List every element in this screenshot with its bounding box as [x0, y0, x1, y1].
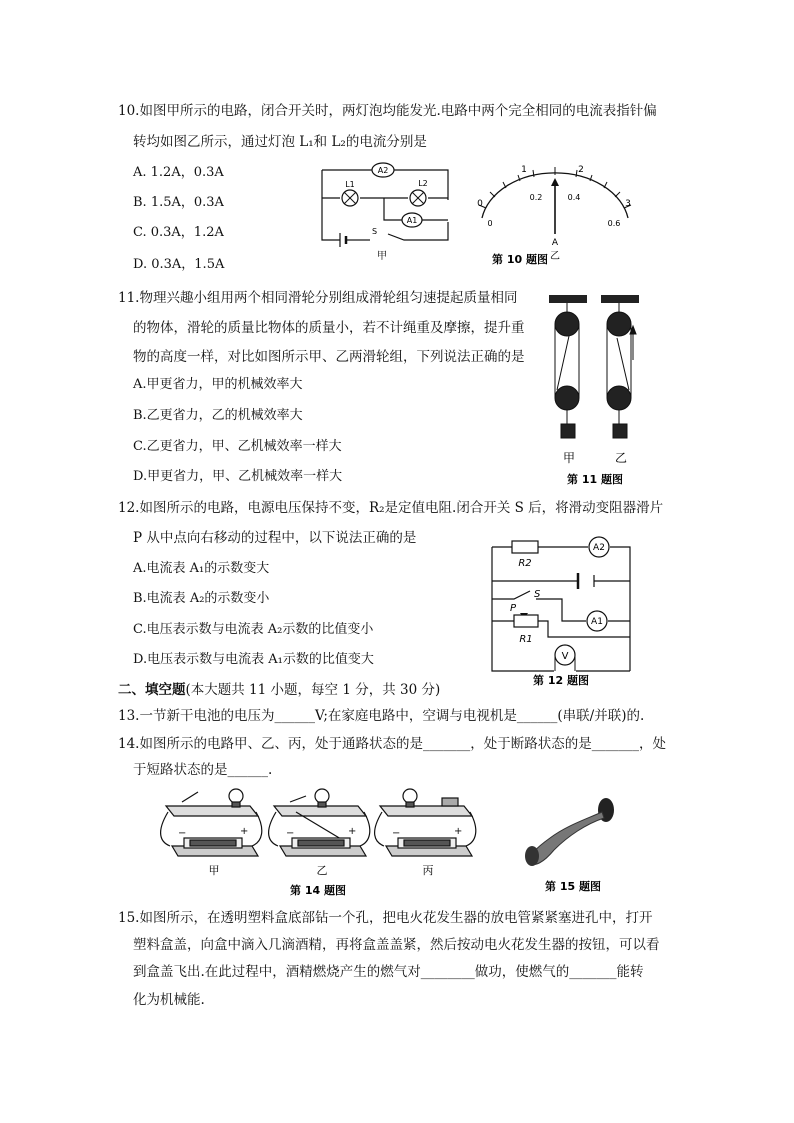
q14-line2: 于短路状态的是______. [133, 762, 273, 778]
q12-slider-label: P [510, 603, 517, 614]
q12-option-c: C.电压表示数与电流表 A₂示数的比值变小 [133, 622, 374, 637]
q10-ammeter-a1 [402, 213, 422, 227]
q14-caption: 第 14 题图 [290, 884, 346, 897]
q11-option-a: A.甲更省力，甲的机械效率大 [133, 377, 303, 392]
svg-text:A2: A2 [593, 543, 605, 553]
svg-text:0: 0 [477, 199, 483, 209]
q12-option-a: A.电流表 A₁的示数变大 [133, 561, 270, 576]
q12-circuit-diagram [482, 535, 640, 687]
svg-text:R1: R1 [519, 634, 533, 645]
svg-text:1: 1 [521, 165, 527, 175]
svg-text:R2: R2 [518, 558, 532, 569]
q10-circuit-diagram [310, 160, 638, 272]
q11-pulley-yi [607, 303, 636, 438]
q11-fig-jia: 甲 [562, 451, 576, 465]
svg-text:L1: L1 [345, 180, 355, 189]
svg-text:+: + [348, 826, 357, 837]
q11-stem-line1: 11.物理兴趣小组用两个相同滑轮分别组成滑轮组匀速提起质量相同 [118, 290, 518, 306]
svg-text:0.2: 0.2 [529, 193, 543, 202]
svg-text:−: − [178, 828, 187, 839]
svg-text:0: 0 [487, 219, 493, 228]
q11-option-b: B.乙更省力，乙的机械效率大 [133, 408, 303, 423]
q14-label-yi: 乙 [316, 864, 328, 877]
q15-caption: 第 15 题图 [545, 880, 601, 893]
svg-text:A: A [551, 238, 559, 248]
q15-line1: 15.如图所示，在透明塑料盒底部钻一个孔，把电火花发生器的放电管紧紧塞进孔中，打开 [118, 910, 653, 926]
q12-rheostat-r1 [514, 615, 538, 645]
section-2-heading [118, 680, 440, 700]
q11-caption: 第 11 题图 [567, 473, 623, 486]
svg-text:0.4: 0.4 [567, 193, 581, 202]
q10-ammeter-dial [477, 165, 631, 262]
q11-pulley-jia [555, 303, 579, 438]
q12-figure [482, 535, 640, 687]
svg-text:−: − [392, 828, 401, 839]
q14-label-bing: 丙 [422, 864, 434, 877]
q12-ammeter-a2 [589, 537, 609, 557]
q12-option-b: B.电流表 A₂的示数变小 [133, 591, 270, 606]
q10-figure [310, 160, 638, 272]
svg-text:A1: A1 [406, 216, 418, 225]
svg-text:2: 2 [578, 165, 584, 175]
q10-ammeter-a2 [372, 163, 394, 177]
svg-text:L2: L2 [418, 179, 428, 188]
section-2-title: 二、填空题 [118, 682, 186, 698]
svg-text:−: − [286, 828, 295, 839]
q12-switch-label: S [534, 589, 541, 600]
section-2-note: (本大题共 11 小题，每空 1 分，共 30 分) [185, 682, 441, 698]
q14-circuits-diagram [158, 782, 478, 900]
q10-stem-line1: 10.如图甲所示的电路，闭合开关时，两灯泡均能发光.电路中两个完全相同的电流表指针偏 [118, 103, 657, 119]
q12-stem-line1: 12.如图所示的电路，电源电压保持不变，R₂是定值电阻.闭合开关 S 后，将滑动变阻器滑片 [118, 500, 664, 516]
q11-fig-yi: 乙 [614, 451, 628, 465]
q11-option-d: D.甲更省力，甲、乙机械效率一样大 [133, 469, 343, 484]
q10-caption: 第 10 题图 [492, 253, 548, 266]
q10-fig-jia: 甲 [377, 251, 387, 262]
q15-line3: 到盒盖飞出.在此过程中，酒精燃烧产生的燃气对________做功，使燃气的_______能转 [133, 964, 644, 980]
q11-figure [545, 290, 645, 492]
svg-text:0.6: 0.6 [607, 219, 621, 228]
svg-text:A1: A1 [591, 617, 603, 627]
q10-lamp-l2 [410, 179, 428, 206]
svg-text:+: + [240, 826, 249, 837]
q10-stem-line2: 转均如图乙所示，通过灯泡 L₁和 L₂的电流分别是 [133, 134, 427, 150]
q11-option-c: C.乙更省力，甲、乙机械效率一样大 [133, 439, 342, 454]
q12-voltmeter [555, 645, 575, 671]
q14-figure [158, 782, 478, 900]
q10-option-d: D. 0.3A，1.5A [133, 257, 225, 272]
svg-text:V: V [561, 651, 569, 662]
q15-figure [514, 790, 632, 898]
q10-lamp-l1 [342, 180, 358, 206]
q10-option-c: C. 0.3A，1.2A [133, 225, 224, 240]
q11-pulley-diagram [545, 290, 645, 492]
svg-text:乙: 乙 [550, 251, 560, 262]
q14-circuit-yi [269, 789, 370, 856]
q11-stem-line2: 的物体，滑轮的质量比物体的质量小，若不计绳重及摩擦，提升重 [133, 320, 525, 336]
q10-switch-label: S [372, 227, 378, 236]
q13-text: 13.一节新干电池的电压为______V;在家庭电路中，空调与电视机是______(串联/并联)的. [118, 708, 645, 724]
q10-option-a: A. 1.2A，0.3A [133, 165, 224, 180]
q15-spark-device-image [514, 790, 632, 898]
svg-text:3: 3 [625, 199, 631, 209]
q15-line2: 塑料盒盖，向盒中滴入几滴酒精，再将盒盖盖紧，然后按动电火花发生器的按钮，可以看 [133, 937, 660, 953]
q14-circuit-bing [375, 789, 476, 856]
q15-line4: 化为机械能. [133, 992, 205, 1008]
q11-stem-line3: 物的高度一样，对比如图所示甲、乙两滑轮组，下列说法正确的是 [133, 349, 525, 365]
q12-caption: 第 12 题图 [533, 674, 589, 687]
q12-option-d: D.电压表示数与电流表 A₁示数的比值变大 [133, 652, 374, 667]
q14-label-jia: 甲 [208, 864, 220, 877]
q12-stem-line2: P 从中点向右移动的过程中，以下说法正确的是 [133, 530, 417, 546]
q10-option-b: B. 1.5A，0.3A [133, 195, 224, 210]
svg-text:+: + [454, 826, 463, 837]
q14-circuit-jia [161, 789, 262, 856]
svg-text:A2: A2 [377, 166, 389, 175]
q12-ammeter-a1 [587, 611, 607, 631]
q14-line1: 14.如图所示的电路甲、乙、丙，处于通路状态的是_______，处于断路状态的是_______，处 [118, 736, 666, 752]
q12-resistor-r2 [512, 541, 538, 569]
